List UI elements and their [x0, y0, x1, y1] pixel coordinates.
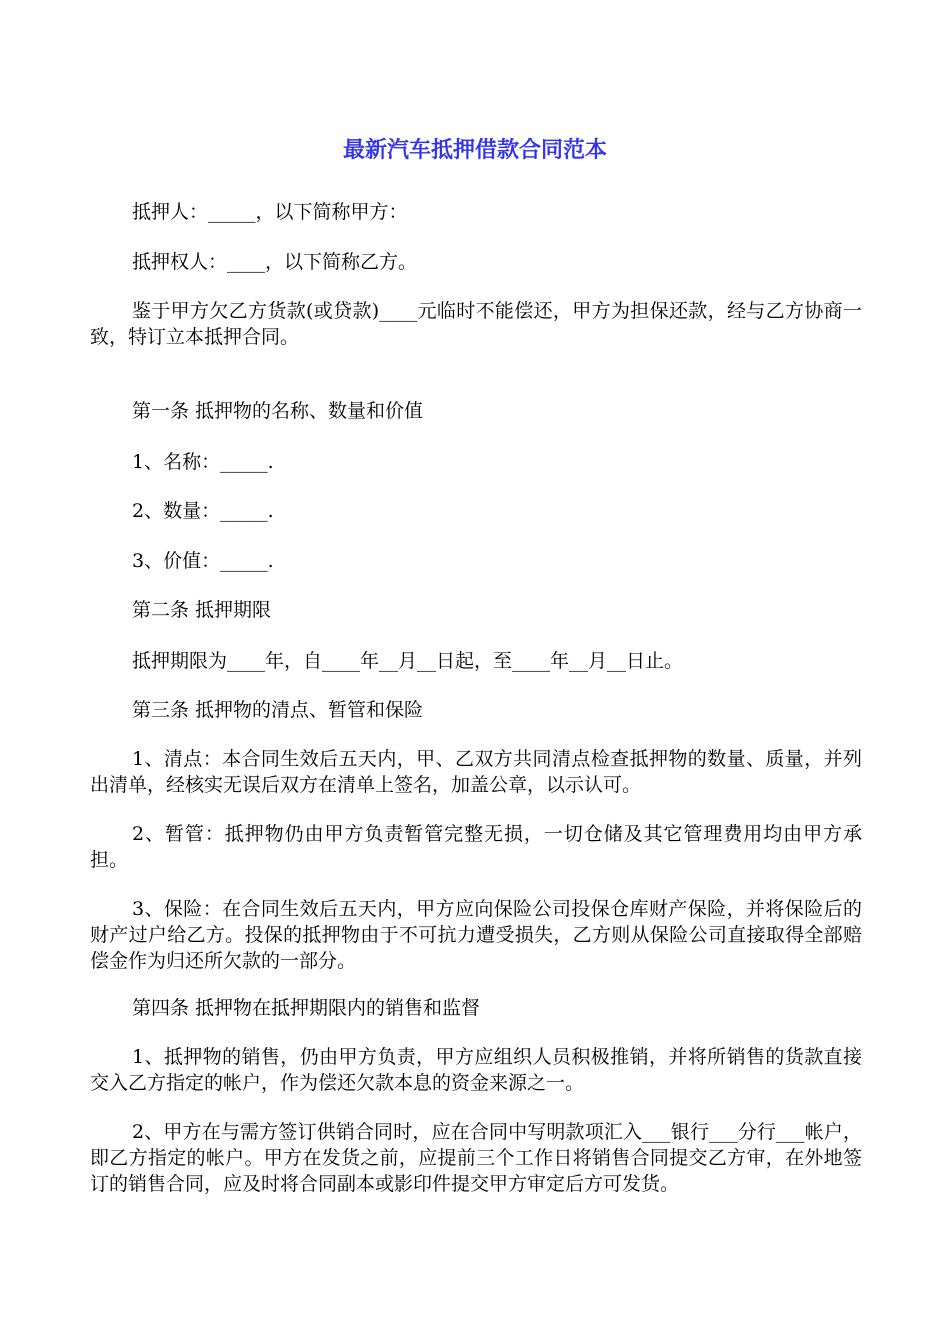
article-3-item-insurance: 3、保险：在合同生效后五天内，甲方应向保险公司投保仓库财产保险，并将保险后的财产过户给乙方。投保的抵押物由于不可抗力遭受损失，乙方则从保险公司直接取得全部赔偿金作为归还所欠款的一部分。	[90, 898, 862, 972]
article-2-term: 抵押期限为____年，自____年__月__日起，至____年__月__日止。	[132, 650, 684, 672]
article-1-item-name: 1、名称：_____.	[132, 451, 274, 473]
article-4-heading: 第四条 抵押物在抵押期限内的销售和监督	[132, 997, 481, 1019]
article-1-heading: 第一条 抵押物的名称、数量和价值	[132, 400, 424, 422]
article-3-heading: 第三条 抵押物的清点、暂管和保险	[132, 699, 424, 721]
article-2-heading: 第二条 抵押期限	[132, 599, 272, 621]
article-4-item-sales: 1、抵押物的销售，仍由甲方负责，甲方应组织人员积极推销，并将所销售的货款直接交入乙方指定的帐户，作为偿还欠款本息的资金来源之一。	[90, 1046, 862, 1094]
article-1-item-quantity: 2、数量：_____.	[132, 500, 274, 522]
document-title: 最新汽车抵押借款合同范本	[342, 138, 607, 163]
mortgagee-line: 抵押权人：____，以下简称乙方。	[132, 251, 418, 273]
article-1-item-value: 3、价值：_____.	[132, 550, 274, 572]
mortgagor-line: 抵押人：_____，以下简称甲方：	[132, 201, 408, 223]
article-3-item-count: 1、清点：本合同生效后五天内，甲、乙双方共同清点检查抵押物的数量、质量，并列出清单，经核实无误后双方在清单上签名，加盖公章，以示认可。	[90, 748, 862, 796]
preamble-paragraph: 鉴于甲方欠乙方货款(或贷款)____元临时不能偿还，甲方为担保还款，经与乙方协商一致，特订立本抵押合同。	[90, 300, 862, 348]
article-4-item-contracts: 2、甲方在与需方签订供销合同时，应在合同中写明款项汇入___银行___分行___帐户，即乙方指定的帐户。甲方在发货之前，应提前三个工作日将销售合同提交乙方审，在外地签订的销售合同，应及时将合同副本或影印件提交甲方审定后方可发货。	[90, 1121, 862, 1195]
article-3-item-custody: 2、暂管：抵押物仍由甲方负责暂管完整无损，一切仓储及其它管理费用均由甲方承担。	[90, 823, 862, 871]
